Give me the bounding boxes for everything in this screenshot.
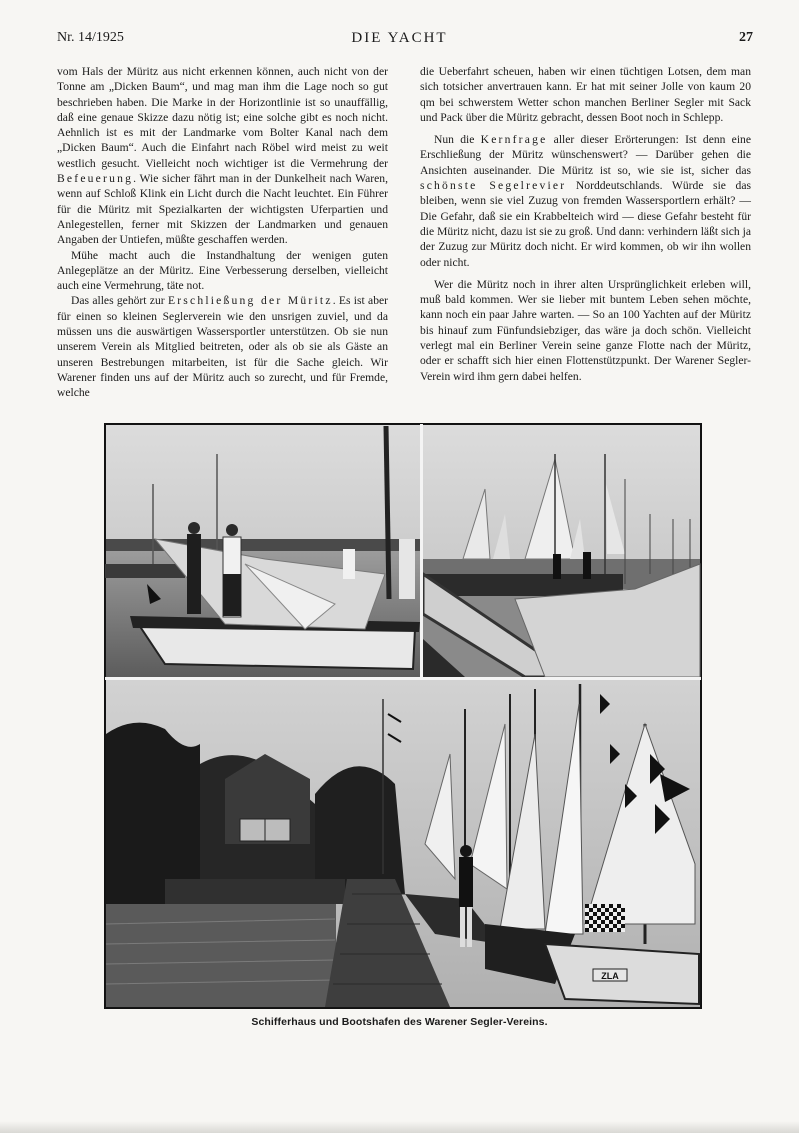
- photo-bottom-harbor: [106, 680, 700, 1007]
- photo-caption: Schifferhaus und Bootshafen des Warener Segler-Vereins.: [251, 1016, 548, 1028]
- photo-divider: [420, 424, 423, 678]
- page-scan-edge: [0, 1121, 799, 1133]
- paragraph: vom Hals der Müritz aus nicht erkennen können, auch nicht von der Tonne am „Dicken Baum“, und mag man ihm die Lage noch so gut beschrieben haben. Die Marke in der Horizontlinie ist so unauffällig, daß eine genaue Skizze dazu nötig ist; eine solche gibt es noch nicht. Aehnlich ist es mit der Landmarke vom Bolter Kanal nach dem „Dicken Baum“. Auch die Einfahrt nach Röbel wird meist zu weit westlich gesucht. Vielleicht noch wichtiger ist die Vermehrung der Befeuerung. Wie sicher fährt man in der Dunkelheit nach Waren, wenn auf Schloß Klink ein Licht durch die Nacht leuchtet. Ein Führer für die Müritz mit Spezialkarten der wichtigsten Uferpartien und Anlegestellen, ferner mit Skizzen der Landmarken und genauen Angaben der Untiefen, müßte geschaffen werden.: [57, 65, 388, 247]
- page-number: 27: [739, 30, 753, 45]
- paragraph: Nun die Kernfrage aller dieser Erörterungen: Ist denn eine Erschließung der Müritz wünschenswert? — Darüber gehen die Ansichten auseinander. Die Müritz ist so, wie sie ist, sicher das schönste Segelrevier Norddeutschlands. Würde sie das bleiben, wenn sie viel Zuzug von fremden Wassersportlern erhält? — Die Gefahr, daß sie ein Krabbelteich wird — diese Gefahr besteht für die Müritz nicht, dazu ist sie zu groß. Und dann: verhindern läßt sich ja der Zuzug zur Müritz doch nicht. Er wird kommen, ob wir ihn wollen oder nicht.: [420, 133, 751, 269]
- text-column-right: [420, 64, 751, 384]
- paragraph: Das alles gehört zur Erschließung der Müritz. Es ist aber für einen so kleinen Seglerverein wie den unsrigen zuviel, und da müssen uns die auswärtigen Wassersportler unterstützen. Ob sie nun unserem Verein als Mitglied beitreten, oder als ob sie als Gäste an unseren Bestrebungen mitarbeiten, ist für die Sache gleich. Wir Warener finden uns auf der Müritz auch so zurecht, und für Fremde, welche: [57, 294, 388, 400]
- photo-top-left: [105, 425, 420, 677]
- boat-number-label: ZLA: [601, 971, 619, 981]
- harbor-photo-collage: [104, 423, 702, 1009]
- paragraph: Wer die Müritz noch in ihrer alten Ursprünglichkeit erleben will, muß bald kommen. Wer sie lieber mit buntem Leben sehen möchte, kann noch ein paar Jahre warten. — So an 100 Yachten auf der Müritz bis hinauf zum Fünfundsiebziger, das wäre ja doch schön. Vielleicht verlegt mal ein Berliner Verein seine ganze Flotte nach der Müritz, oder er schafft sich hier einen Flottenstützpunkt. Der Warener Segler-Verein wird ihm gern dabei helfen.: [420, 277, 751, 383]
- paragraph: die Ueberfahrt scheuen, haben wir einen tüchtigen Lotsen, dem man sich totsicher anvertrauen kann. Er hat mit seiner Jolle von kaum 20 qm bei schwerstem Wetter schon manchen Berliner Segler mit Sack und Pack über die Müritz gebracht, dessen Boot noch in Schlepp.: [420, 65, 751, 124]
- text-column-left: [57, 64, 388, 401]
- paragraph: Mühe macht auch die Instandhaltung der wenigen guten Anlegeplätze an der Müritz. Eine Verbesserung derselben, vielleicht auch eine Vermehrung, täte not.: [57, 248, 388, 293]
- photo-divider: [105, 677, 701, 680]
- issue-number: Nr. 14/1925: [57, 30, 124, 45]
- magazine-title: DIE YACHT: [351, 30, 448, 46]
- photo-top-right: [423, 425, 700, 677]
